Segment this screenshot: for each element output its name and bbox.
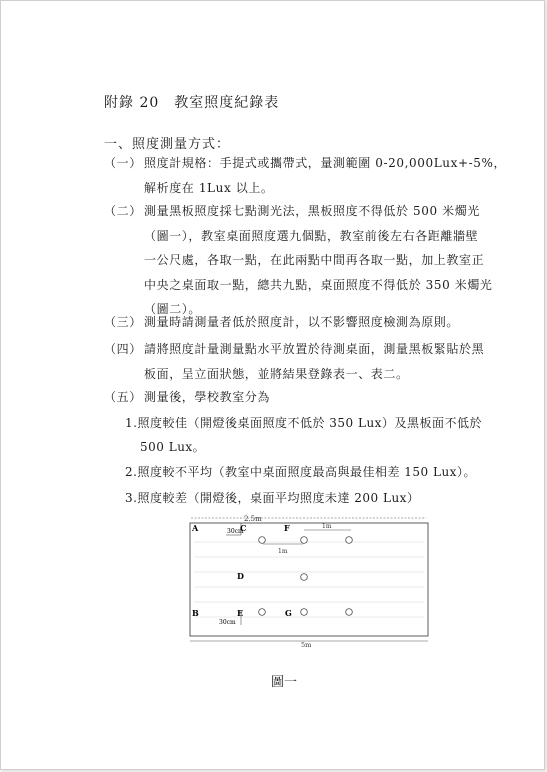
dimension-1m-label: 1m	[278, 548, 288, 555]
section-heading: 一、照度測量方式：	[104, 137, 231, 152]
sub-item-line: 2.照度較不平均（教室中桌面照度最高與最佳相差 150 Lux）。	[125, 465, 476, 479]
item-text-line: 板面，呈立面狀態，並將結果登錄表一、表二。	[144, 366, 409, 381]
point-label-g: G	[285, 608, 292, 618]
sub-item-line: 1.照度較佳（開燈後桌面照度不低於 350 Lux）及黑板面不低於	[125, 416, 482, 430]
item-text-line: 測量黑板照度採七點測光法，黑板照度不得低於 500 米燭光	[144, 204, 480, 218]
measurement-point	[301, 574, 308, 581]
measurement-points	[259, 537, 353, 616]
point-label-b: B	[192, 608, 199, 618]
item-number: （五）	[104, 390, 142, 404]
item-text-line: 請將照度計量測量點水平放置於待測桌面，測量黑板緊貼於黑	[144, 342, 485, 356]
point-label-e: E	[237, 608, 244, 618]
measurement-point	[346, 609, 353, 616]
measurement-point	[259, 537, 266, 544]
point-label-f: F	[284, 523, 290, 533]
measurement-point	[346, 537, 353, 544]
classroom-diagram	[186, 513, 431, 649]
point-label-a: A	[192, 523, 199, 533]
ruled-lines	[194, 542, 424, 617]
measurement-point	[259, 609, 266, 616]
point-label-d: D	[237, 571, 244, 581]
measurement-point	[301, 537, 308, 544]
item-text-line: 解析度在 1Lux 以上。	[144, 180, 274, 195]
dimension-30cm-label: 30cm	[219, 619, 236, 626]
dimension-top-label: 2.5m	[244, 515, 262, 523]
measurement-point	[301, 609, 308, 616]
classroom-diagram-svg	[186, 513, 431, 649]
dimension-bottom-label: 5m	[301, 641, 312, 649]
item-number: （二）	[104, 204, 142, 218]
item-text-line: 一公尺處，各取一點，在此兩點中間再各取一點，加上教室正	[144, 253, 485, 267]
item-text-line: （圖二）。	[144, 302, 202, 316]
item-text-line: 照度計規格：手提式或攜帶式，量測範圍 0-20,000Lux+-5%，	[144, 156, 507, 170]
item-text-line: （圖一），教室桌面照度選九個點，教室前後左右各距離牆壁	[144, 228, 479, 243]
document-title: 附錄 20 教室照度紀錄表	[104, 95, 280, 111]
sub-item-line: 500 Lux。	[140, 440, 206, 454]
dimension-30cm-label: 30cm	[227, 528, 244, 535]
item-number: （一）	[104, 156, 142, 170]
item-text-line: 中央之桌面取一點，總共九點，桌面照度不得低於 350 米燭光	[144, 277, 493, 292]
dimension-1m-label: 1m	[322, 523, 332, 530]
item-text-line: 測量後，學校教室分為	[144, 390, 271, 404]
item-number: （四）	[104, 342, 142, 356]
sub-item-line: 3.照度較差（開燈後，桌面平均照度未達 200 Lux）	[125, 491, 420, 505]
item-number: （三）	[104, 315, 142, 329]
item-text-line: 測量時請測量者低於照度計，以不影響照度檢測為原則。	[144, 315, 460, 329]
figure-caption: 圖一	[271, 675, 298, 690]
point-label-c: C	[240, 523, 247, 533]
